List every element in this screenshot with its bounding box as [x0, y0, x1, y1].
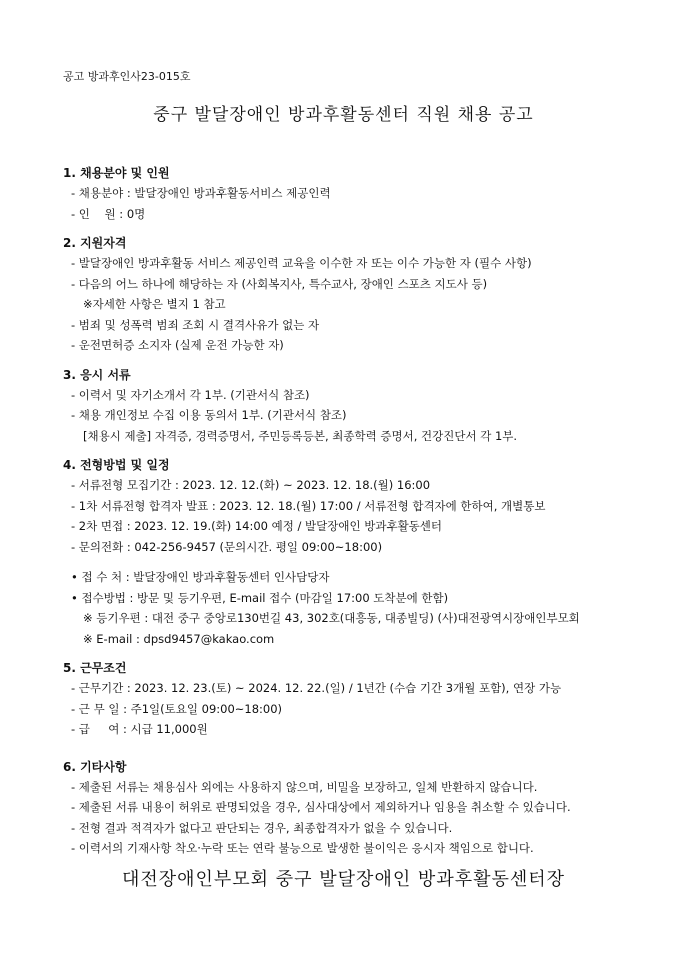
section-line: - 범죄 및 성폭력 범죄 조회 시 결격사유가 없는 자: [71, 317, 320, 332]
section-line: - 이력서 및 자기소개서 각 1부. (기관서식 참조): [71, 387, 310, 402]
section-line: - 2차 면접 : 2023. 12. 19.(화) 14:00 예정 / 발달장애인 방과후활동센터: [71, 519, 442, 533]
section-misc: [63, 758, 653, 859]
section-line: - 급 여 : 시급 11,000원: [71, 722, 208, 736]
section-line: - 다음의 어느 하나에 해당하는 자 (사회복지사, 특수교사, 장애인 스포츠 지도사 등): [71, 276, 488, 291]
section-schedule: [63, 456, 653, 649]
section-qualifications: [63, 234, 653, 356]
section-line: - 근 무 일 : 주1일(토요일 09:00~18:00): [71, 701, 283, 716]
signature: 대전장애인부모회 중구 발달장애인 방과후활동센터장: [121, 869, 566, 890]
section-line: - 근무기간 : 2023. 12. 23.(토) ~ 2024. 12. 22.(일) / 1년간 (수습 기간 3개월 포함), 연장 가능: [71, 681, 562, 695]
section-line: - 채용분야 : 발달장애인 방과후활동서비스 제공인력: [71, 186, 331, 200]
section-line: - 이력서의 기재사항 착오·누락 또는 연락 불능으로 발생한 불이익은 응시자 책임으로 합니다.: [71, 841, 534, 855]
section-line: - 제출된 서류 내용이 허위로 판명되었을 경우, 심사대상에서 제외하거나 임용을 취소할 수 있습니다.: [71, 800, 571, 814]
section-line: - 서류전형 모집기간 : 2023. 12. 12.(화) ~ 2023. 12. 18.(월) 16:00: [71, 478, 431, 492]
bullet-line: • 접수방법 : 방문 및 등기우편, E-mail 접수 (마감일 17:00 도착분에 한함): [71, 590, 449, 605]
section-line: - 인 원 : 0명: [71, 206, 146, 221]
document-body: [63, 164, 653, 869]
section-line: - 제출된 서류는 채용심사 외에는 사용하지 않으며, 비밀을 보장하고, 일체 반환하지 않습니다.: [71, 779, 538, 794]
section-note: [채용시 제출] 자격증, 경력증명서, 주민등록등본, 최종학력 증명서, 건강진단서 각 1부.: [83, 428, 518, 443]
section-recruitment: [63, 164, 653, 224]
section-heading: 4. 전형방법 및 일정: [63, 458, 170, 472]
section-heading: 6. 기타사항: [63, 759, 127, 774]
bullet-note: ※ E-mail : dpsd9457@kakao.com: [83, 631, 275, 646]
section-heading: 2. 지원자격: [63, 236, 127, 250]
section-line: - 1차 서류전형 합격자 발표 : 2023. 12. 18.(월) 17:00 / 서류전형 합격자에 한하여, 개별통보: [71, 498, 546, 513]
section-heading: 3. 응시 서류: [63, 367, 131, 382]
section-documents: [63, 366, 653, 447]
section-conditions: [63, 659, 653, 740]
notice-number: 공고 방과후인사23-015호: [63, 70, 191, 83]
section-line: - 채용 개인정보 수집 이용 동의서 1부. (기관서식 참조): [71, 408, 347, 422]
application-info: [63, 567, 653, 649]
section-heading: 5. 근무조건: [63, 661, 127, 675]
bullet-note: ※ 등기우편 : 대전 중구 중앙로130번길 43, 302호(대흥동, 대종빌딩) (사)대전광역시장애인부모회: [83, 611, 580, 625]
section-line: - 문의전화 : 042-256-9457 (문의시간. 평일 09:00~18:00): [71, 539, 383, 554]
section-line: - 전형 결과 적격자가 없다고 판단되는 경우, 최종합격자가 없을 수 있습니다.: [71, 820, 453, 835]
section-note: ※자세한 사항은 별지 1 참고: [83, 297, 226, 311]
section-line: - 운전면허증 소지자 (실제 운전 가능한 자): [71, 338, 284, 352]
document-title: 중구 발달장애인 방과후활동센터 직원 채용 공고: [153, 105, 534, 125]
bullet-line: • 접 수 처 : 발달장애인 방과후활동센터 인사담당자: [71, 570, 330, 584]
section-heading: 1. 채용분야 및 인원: [63, 166, 170, 180]
section-line: - 발달장애인 방과후활동 서비스 제공인력 교육을 이수한 자 또는 이수 가능한 자 (필수 사항): [71, 256, 532, 270]
